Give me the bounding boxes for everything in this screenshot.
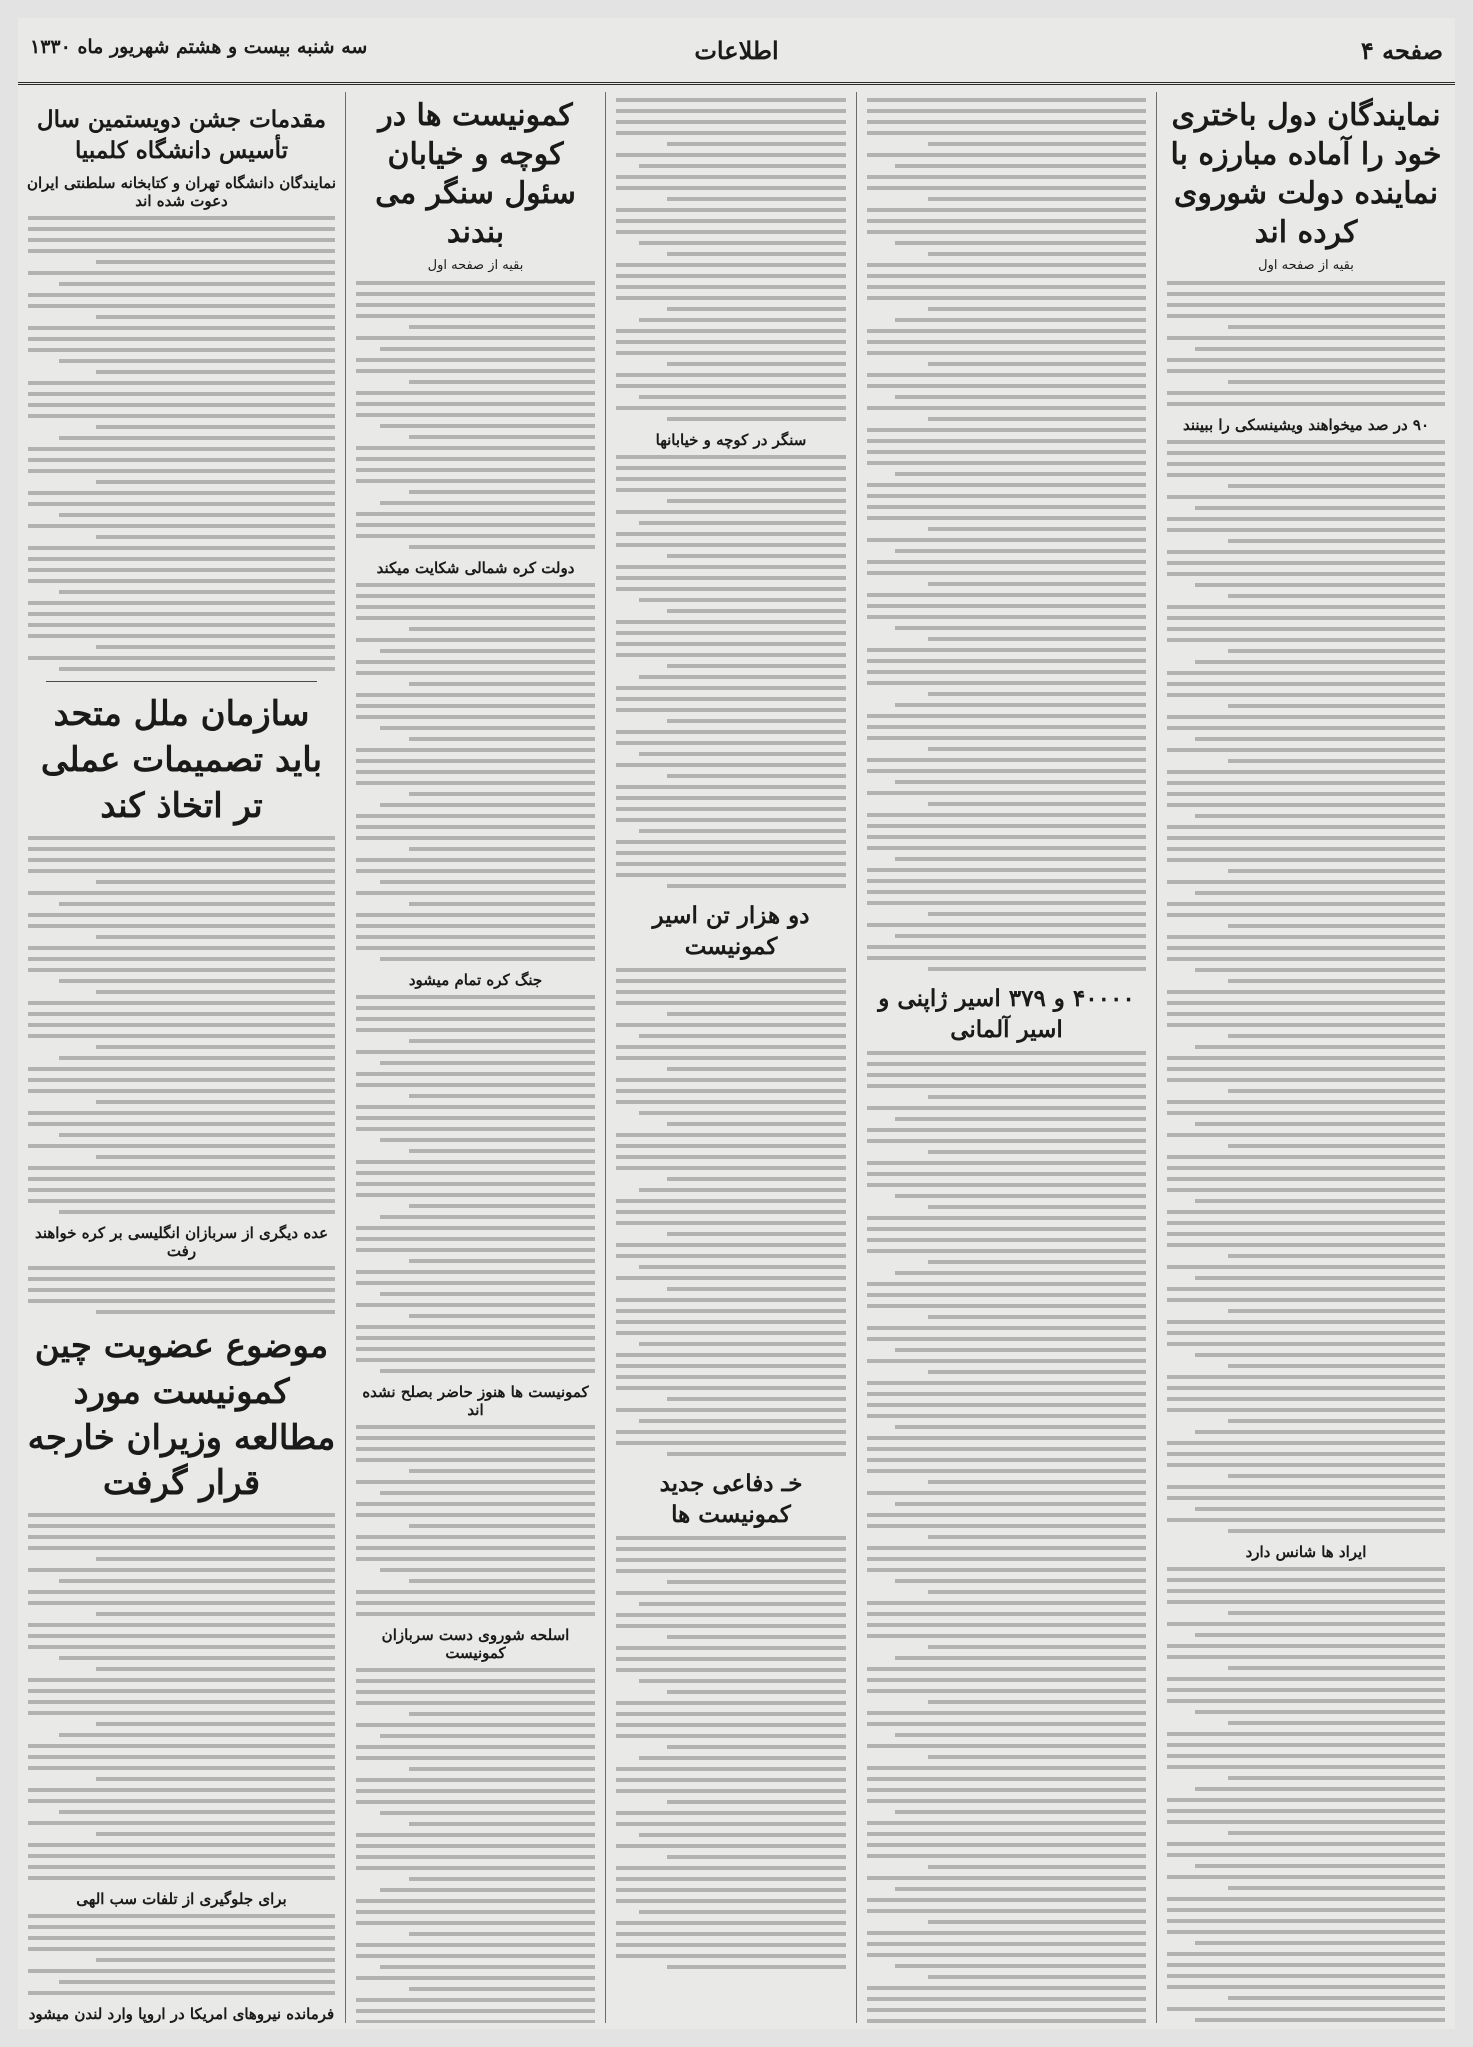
- article-body: [616, 455, 846, 888]
- article-body: [616, 98, 846, 421]
- article-subhead: برای جلوگیری از تلفات سب الهی: [76, 1890, 287, 1909]
- newspaper-page: [18, 18, 1455, 2029]
- column-2: [856, 92, 1156, 2023]
- article-body: [867, 1051, 1146, 2023]
- article-headline: نمایندگان دول باختری خود را آماده مبارزه با نماینده دولت شوروی کرده اند: [1170, 98, 1442, 250]
- headline-line: اسیر آلمانی: [950, 1016, 1063, 1044]
- article-subhead: عده دیگری از سربازان انگلیسی بر کره خواهند رفت: [34, 1223, 329, 1260]
- article-body: [1167, 281, 1445, 406]
- article-headline: کمونیست ها در کوچه و خیابان سئول سنگر می بندند: [375, 98, 576, 250]
- article-body: [28, 1513, 335, 1880]
- article-body: [356, 281, 595, 549]
- article-body: [356, 1668, 595, 2023]
- article-banner: سازمان ملل متحد باید تصمیمات عملی تر اتخاذ کند: [40, 694, 323, 826]
- article-body: [28, 216, 335, 671]
- column-4: [345, 92, 605, 2023]
- continued-note: بقیه از صفحه اول: [1258, 258, 1354, 273]
- page-number: صفحه ۴: [1360, 36, 1443, 65]
- column-3: [605, 92, 856, 2023]
- article-body: [356, 1425, 595, 1616]
- article-body: [356, 995, 595, 1373]
- article-body: [1167, 440, 1445, 1533]
- headline-line: ۴۰۰۰۰ و ۳۷۹ اسیر ژاپنی و: [878, 985, 1135, 1012]
- continued-note: بقیه از صفحه اول: [427, 258, 524, 273]
- article-subhead: دولت کره شمالی شکایت میکند: [376, 559, 575, 577]
- column-1: [1156, 92, 1455, 2023]
- column-5: [18, 92, 345, 2023]
- article-body: [356, 583, 595, 961]
- article-subhead: اسلحه شوروی دست سربازان کمونیست: [381, 1626, 570, 1662]
- article-headline: [865, 983, 1148, 1045]
- issue-date: سه شنبه بیست و هشتم شهریور ماه ۱۳۳۰: [30, 36, 368, 58]
- article-headline: دو هزار تن اسیر کمونیست: [652, 902, 810, 961]
- article-headline: خـ دفاعی جدید کمونیست ها: [659, 1470, 803, 1529]
- article-body: [28, 836, 335, 1214]
- article-subhead: فرمانده نیروهای امریکا در اروپا وارد لندن میشود: [28, 2005, 335, 2023]
- article-subhead: جنگ کره تمام میشود: [408, 971, 543, 989]
- article-subhead: سنگر در کوچه و خیابانها: [655, 431, 807, 449]
- article-body: [28, 1266, 335, 1314]
- article-subhead: نمایندگان دانشگاه تهران و کتابخانه سلطنتی ایران دعوت شده اند: [26, 174, 337, 211]
- article-body: [867, 98, 1146, 971]
- divider: [46, 681, 317, 682]
- article-body: [616, 968, 846, 1456]
- article-headline: مقدمات جشن دویستمین سال تأسیس دانشگاه کلمبیا: [36, 106, 327, 165]
- masthead: [18, 18, 1455, 85]
- article-subhead: ۹۰ در صد میخواهند ویشینسکی را ببینند: [1182, 416, 1430, 434]
- article-body: [616, 1536, 846, 1969]
- article-body: [28, 1914, 335, 1995]
- paper-name: اطلاعات: [694, 36, 779, 65]
- article-subhead: ایراد ها شانس دارد: [1245, 1543, 1367, 1561]
- article-subhead: کمونیست ها هنوز حاضر بصلح نشده اند: [362, 1383, 589, 1419]
- article-banner: موضوع عضویت چین کمونیست مورد مطالعه وزیران خارجه قرار گرفت: [27, 1325, 336, 1504]
- article-body: [1167, 1567, 1445, 2023]
